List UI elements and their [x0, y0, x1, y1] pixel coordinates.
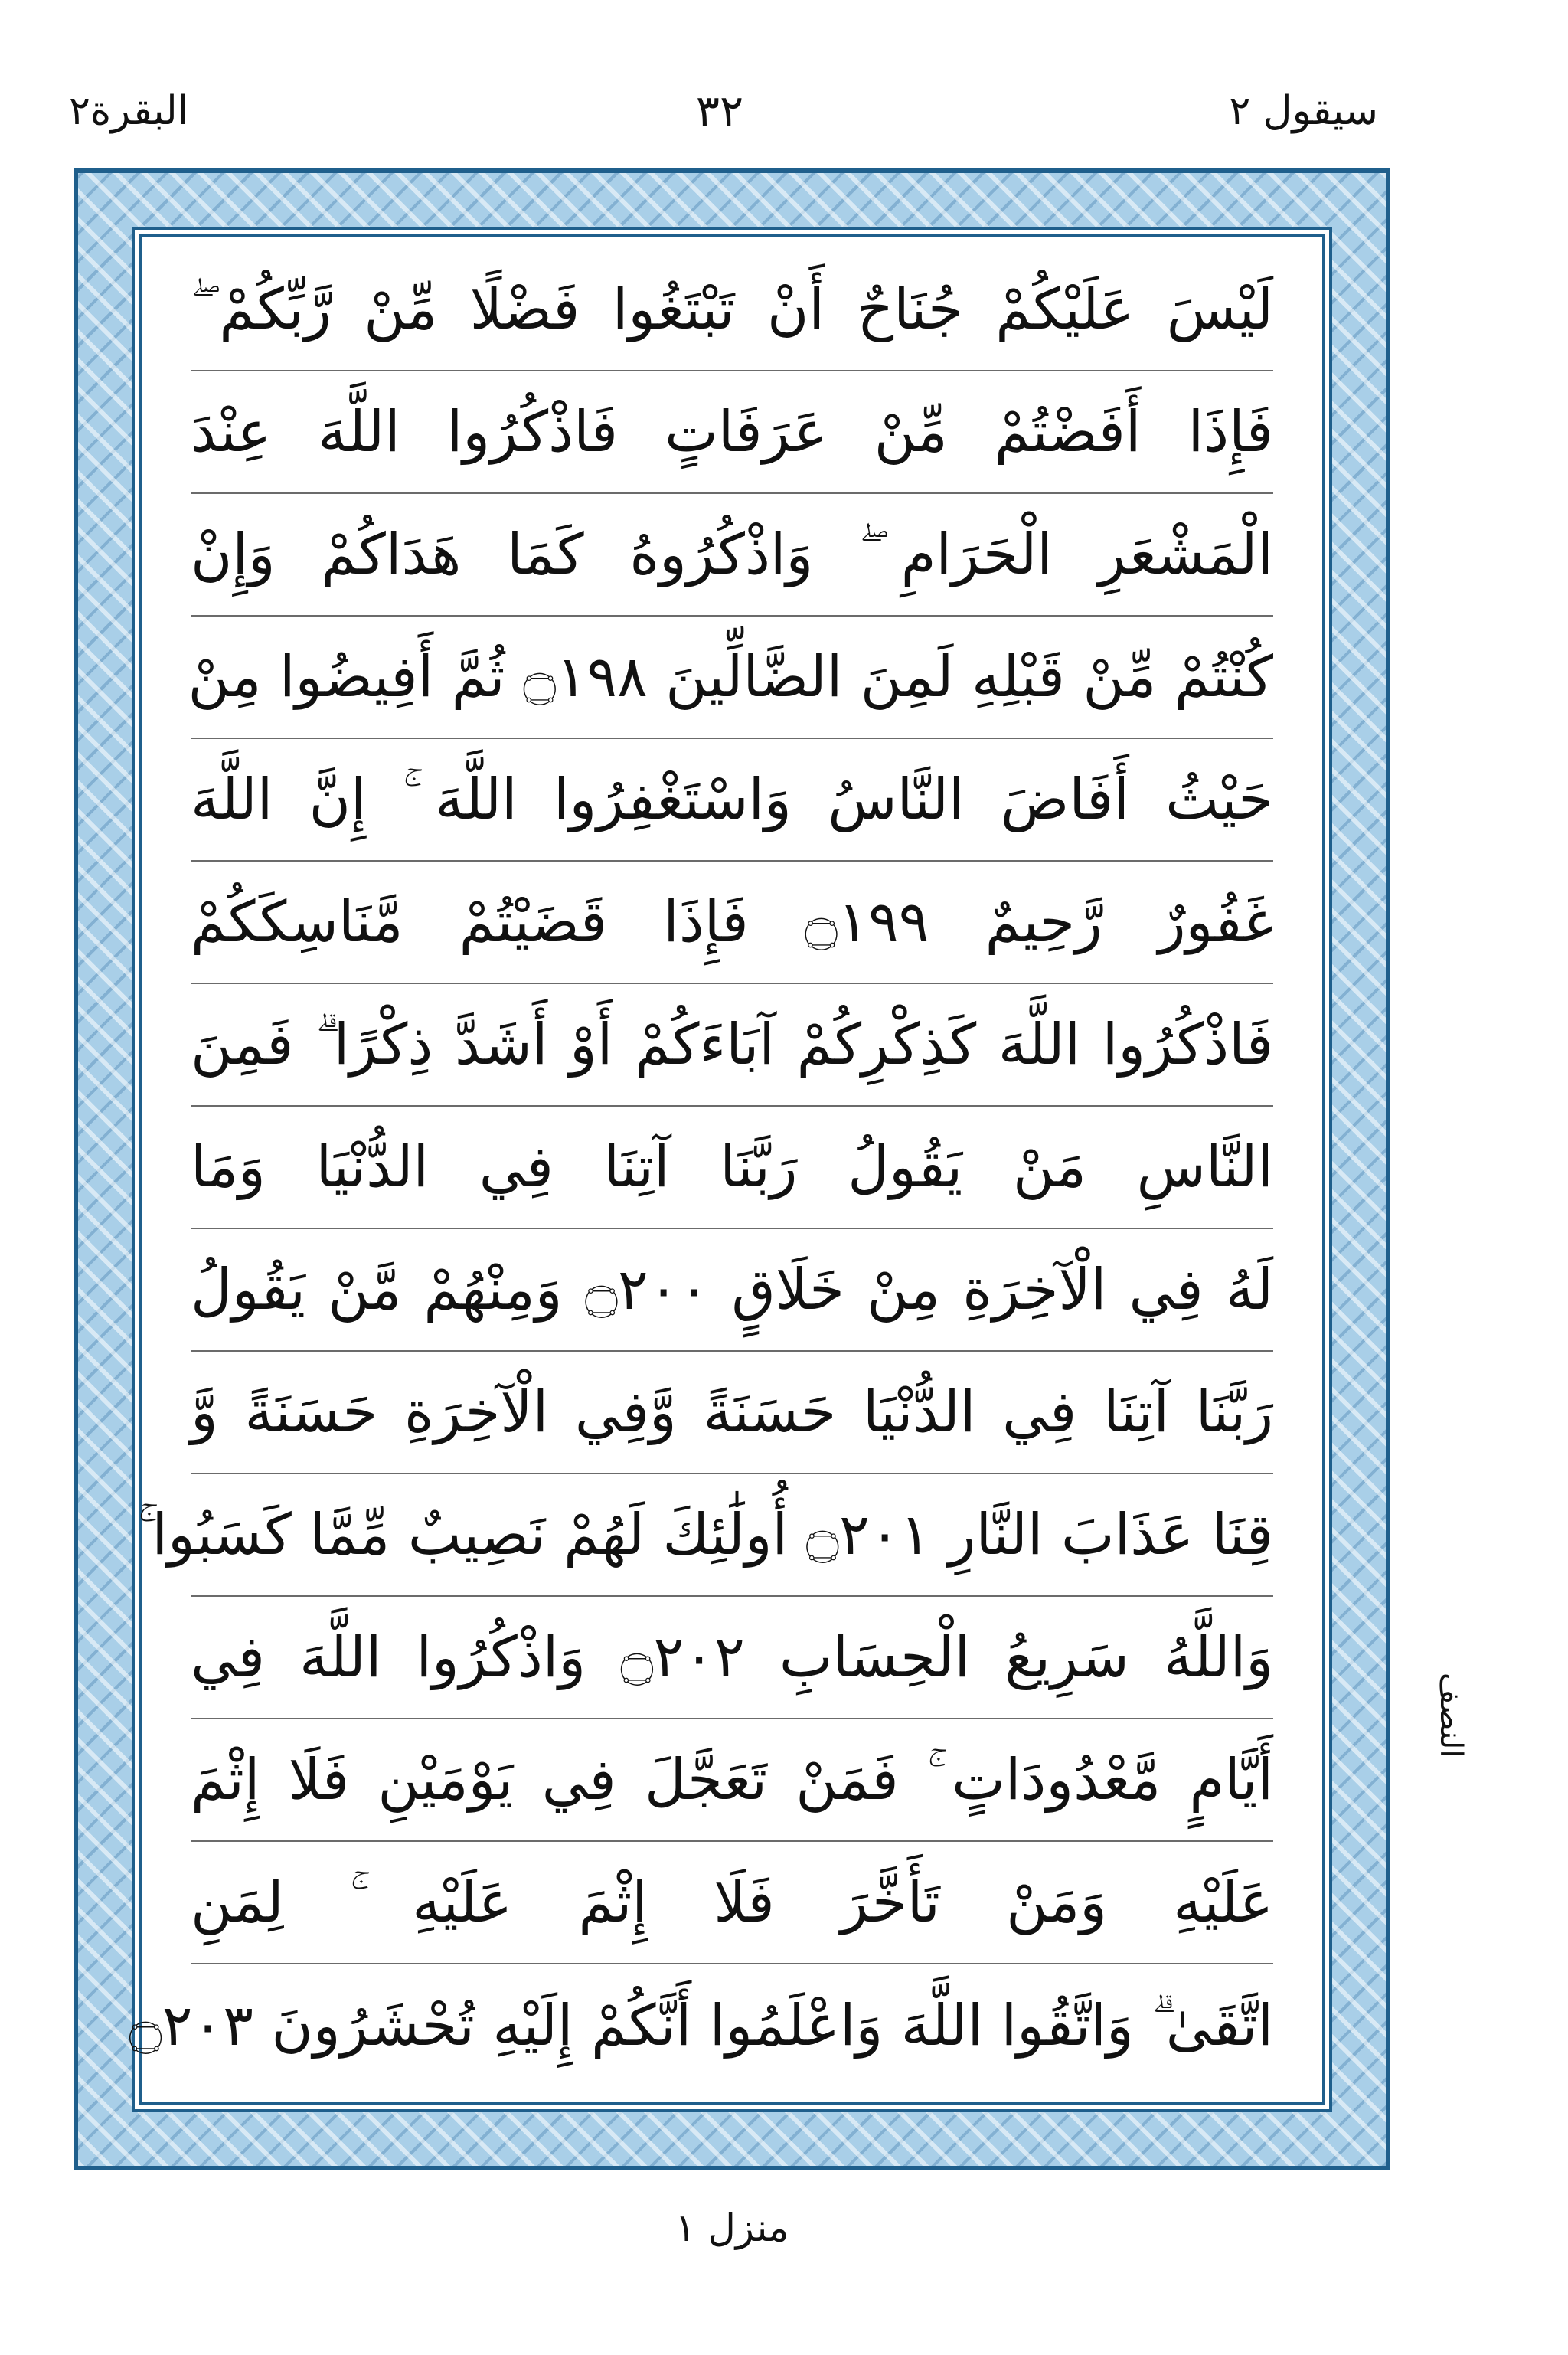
verse-line: رَبَّنَا آتِنَا فِي الدُّنْيَا حَسَنَةً وَّفِي الْآخِرَةِ حَسَنَةً وَّ — [191, 1352, 1273, 1474]
verse-text-area — [129, 234, 1325, 2105]
manzil-footer: منزل ١ — [675, 2206, 789, 2250]
verse-line: اتَّقَىٰ ۗ وَاتَّقُوا اللَّهَ وَاعْلَمُوا أَنَّكُمْ إِلَيْهِ تُحْشَرُونَ ۝٢٠٣ — [129, 1993, 1273, 2059]
page-frame — [129, 227, 1332, 2112]
verse-line: فَاذْكُرُوا اللَّهَ كَذِكْرِكُمْ آبَاءَكُمْ أَوْ أَشَدَّ ذِكْرًا ۗ فَمِنَ — [191, 984, 1273, 1107]
page-number: ٣٢ — [695, 85, 744, 137]
verse-line: وَاللَّهُ سَرِيعُ الْحِسَابِ ۝٢٠٢ وَاذْكُرُوا اللَّهَ فِي — [191, 1597, 1273, 1719]
verse-line: عَلَيْهِ وَمَنْ تَأَخَّرَ فَلَا إِثْمَ عَلَيْهِ ۚ لِمَنِ — [191, 1842, 1273, 1964]
verse-line: أَيَّامٍ مَّعْدُودَاتٍ ۚ فَمَنْ تَعَجَّلَ فِي يَوْمَيْنِ فَلَا إِثْمَ — [191, 1719, 1273, 1842]
verse-line: غَفُورٌ رَّحِيمٌ ۝١٩٩ فَإِذَا قَضَيْتُمْ مَّنَاسِكَكُمْ — [191, 862, 1273, 984]
decorative-border — [74, 168, 1390, 2170]
surah-name: البقرة٢ — [69, 88, 189, 134]
para-name: سيقول ٢ — [1229, 88, 1378, 134]
verse-line: حَيْثُ أَفَاضَ النَّاسُ وَاسْتَغْفِرُوا اللَّهَ ۚ إِنَّ اللَّهَ — [191, 739, 1273, 862]
verse-line: لَهُ فِي الْآخِرَةِ مِنْ خَلَاقٍ ۝٢٠٠ وَمِنْهُمْ مَّنْ يَقُولُ — [191, 1229, 1273, 1352]
verse-line: النَّاسِ مَنْ يَقُولُ رَبَّنَا آتِنَا فِي الدُّنْيَا وَمَا — [191, 1107, 1273, 1229]
verse-line: فَإِذَا أَفَضْتُمْ مِّنْ عَرَفَاتٍ فَاذْكُرُوا اللَّهَ عِنْدَ — [191, 371, 1273, 494]
verse-line: الْمَشْعَرِ الْحَرَامِ ۖ وَاذْكُرُوهُ كَمَا هَدَاكُمْ وَإِنْ — [191, 494, 1273, 617]
margin-marker: النصف — [1433, 1673, 1468, 1758]
page-header — [61, 84, 1378, 153]
verse-line: كُنْتُمْ مِّنْ قَبْلِهِ لَمِنَ الضَّالِّينَ ۝١٩٨ ثُمَّ أَفِيضُوا مِنْ — [191, 617, 1273, 739]
verse-line: لَيْسَ عَلَيْكُمْ جُنَاحٌ أَنْ تَبْتَغُوا فَضْلًا مِّنْ رَّبِّكُمْ ۖ — [191, 249, 1273, 371]
verse-line: قِنَا عَذَابَ النَّارِ ۝٢٠١ أُولَٰئِكَ لَهُمْ نَصِيبٌ مِّمَّا كَسَبُوا ۚ — [191, 1474, 1273, 1597]
